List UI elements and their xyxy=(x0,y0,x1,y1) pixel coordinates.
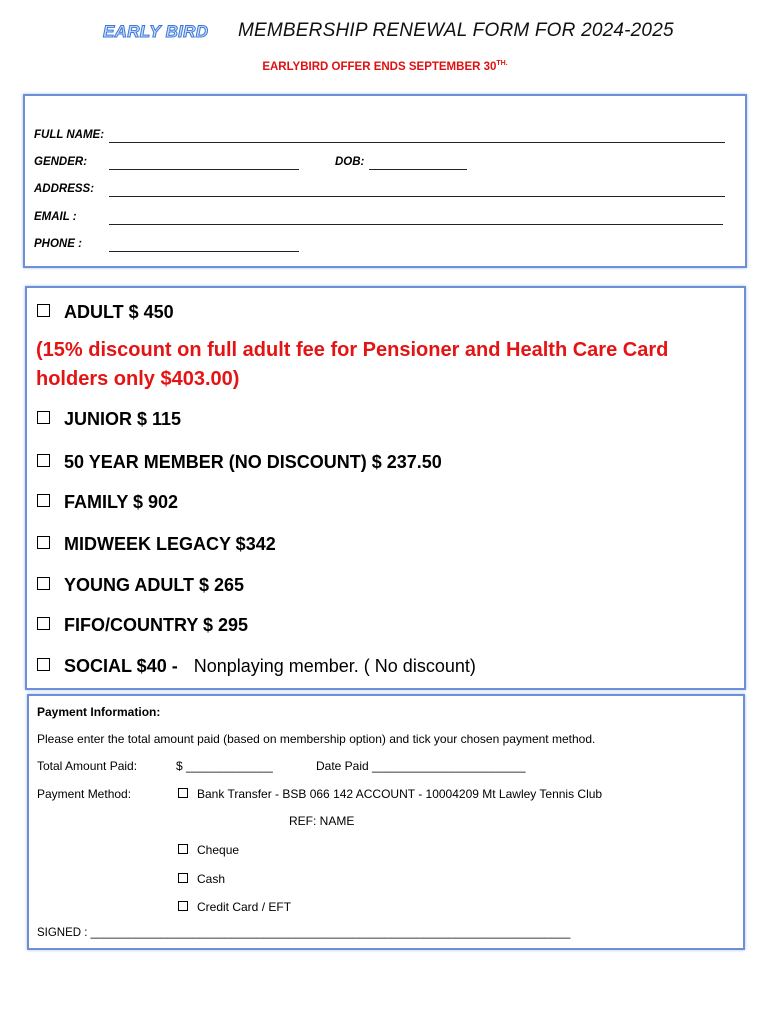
dob-field[interactable] xyxy=(369,169,467,170)
option-adult[interactable] xyxy=(37,302,174,323)
total-amount-label: Total Amount Paid: xyxy=(37,759,138,773)
address-label: ADDRESS: xyxy=(34,183,95,195)
gender-field[interactable] xyxy=(109,169,299,170)
full-name-field[interactable] xyxy=(109,142,725,143)
cash-label: Cash xyxy=(197,872,226,886)
full-name-label: FULL NAME: xyxy=(34,129,105,141)
phone-label: PHONE : xyxy=(34,238,82,250)
young-adult-checkbox[interactable] xyxy=(37,577,50,590)
option-fifo[interactable] xyxy=(37,615,248,636)
option-50-year[interactable] xyxy=(37,452,442,473)
bank-label: Bank Transfer - BSB 066 142 ACCOUNT - 10004209 Mt Lawley Tennis Club xyxy=(197,787,603,801)
offer-superscript: TH. xyxy=(496,60,508,67)
fifty-year-label: 50 YEAR MEMBER (NO DISCOUNT) $ 237.50 xyxy=(64,452,442,472)
payment-method-label: Payment Method: xyxy=(37,787,132,801)
young-adult-label: YOUNG ADULT $ 265 xyxy=(64,575,245,595)
bank-checkbox[interactable] xyxy=(178,788,188,798)
personal-details-box xyxy=(23,94,747,268)
fifo-checkbox[interactable] xyxy=(37,617,50,630)
cheque-label: Cheque xyxy=(197,843,240,857)
early-bird-logo: EARLY BIRD xyxy=(103,22,209,41)
gender-label: GENDER: xyxy=(34,156,88,168)
total-amount-field[interactable]: $ _____________ xyxy=(176,759,273,773)
option-junior[interactable] xyxy=(37,409,181,430)
membership-options-box xyxy=(25,286,746,690)
junior-label: JUNIOR $ 115 xyxy=(64,409,182,429)
fifty-year-checkbox[interactable] xyxy=(37,454,50,467)
form-header xyxy=(0,18,770,48)
offer-notice xyxy=(0,60,770,73)
bank-reference: REF: NAME xyxy=(289,814,355,828)
payment-box xyxy=(27,694,745,950)
offer-text: EARLYBIRD OFFER ENDS SEPTEMBER 30 xyxy=(262,60,497,73)
option-family[interactable] xyxy=(37,492,178,513)
method-cheque[interactable] xyxy=(178,843,239,857)
method-bank[interactable] xyxy=(178,787,602,801)
social-checkbox[interactable] xyxy=(37,658,50,671)
form-title: MEMBERSHIP RENEWAL FORM FOR 2024-2025 xyxy=(238,20,674,41)
midweek-label: MIDWEEK LEGACY $342 xyxy=(64,534,276,554)
credit-card-checkbox[interactable] xyxy=(178,901,188,911)
family-label: FAMILY $ 902 xyxy=(64,492,179,512)
payment-instruction: Please enter the total amount paid (based on membership option) and tick your chosen payment method. xyxy=(37,732,596,746)
phone-field[interactable] xyxy=(109,251,299,252)
fifo-label: FIFO/COUNTRY $ 295 xyxy=(64,615,249,635)
adult-checkbox[interactable] xyxy=(37,304,50,317)
email-label: EMAIL : xyxy=(34,211,77,223)
option-young-adult[interactable] xyxy=(37,575,244,596)
dob-label: DOB: xyxy=(335,156,365,168)
date-paid-field[interactable]: Date Paid _______________________ xyxy=(316,759,526,773)
method-cash[interactable] xyxy=(178,872,225,886)
option-midweek[interactable] xyxy=(37,534,276,555)
junior-checkbox[interactable] xyxy=(37,411,50,424)
social-label: SOCIAL $40 - xyxy=(64,656,178,676)
email-field[interactable] xyxy=(109,224,723,225)
option-social[interactable] xyxy=(37,656,476,677)
payment-heading: Payment Information: xyxy=(37,705,161,719)
adult-discount-note: (15% discount on full adult fee for Pensioner and Health Care Card holders only $403.00) xyxy=(36,339,669,390)
adult-label: ADULT $ 450 xyxy=(64,302,174,322)
social-note: Nonplaying member. ( No discount) xyxy=(193,656,476,676)
signature-field[interactable]: SIGNED : ___________________________________________________________________________ xyxy=(37,927,571,939)
cheque-checkbox[interactable] xyxy=(178,844,188,854)
midweek-checkbox[interactable] xyxy=(37,536,50,549)
family-checkbox[interactable] xyxy=(37,494,50,507)
credit-card-label: Credit Card / EFT xyxy=(197,900,292,914)
address-field[interactable] xyxy=(109,196,725,197)
cash-checkbox[interactable] xyxy=(178,873,188,883)
method-credit-card[interactable] xyxy=(178,900,291,914)
